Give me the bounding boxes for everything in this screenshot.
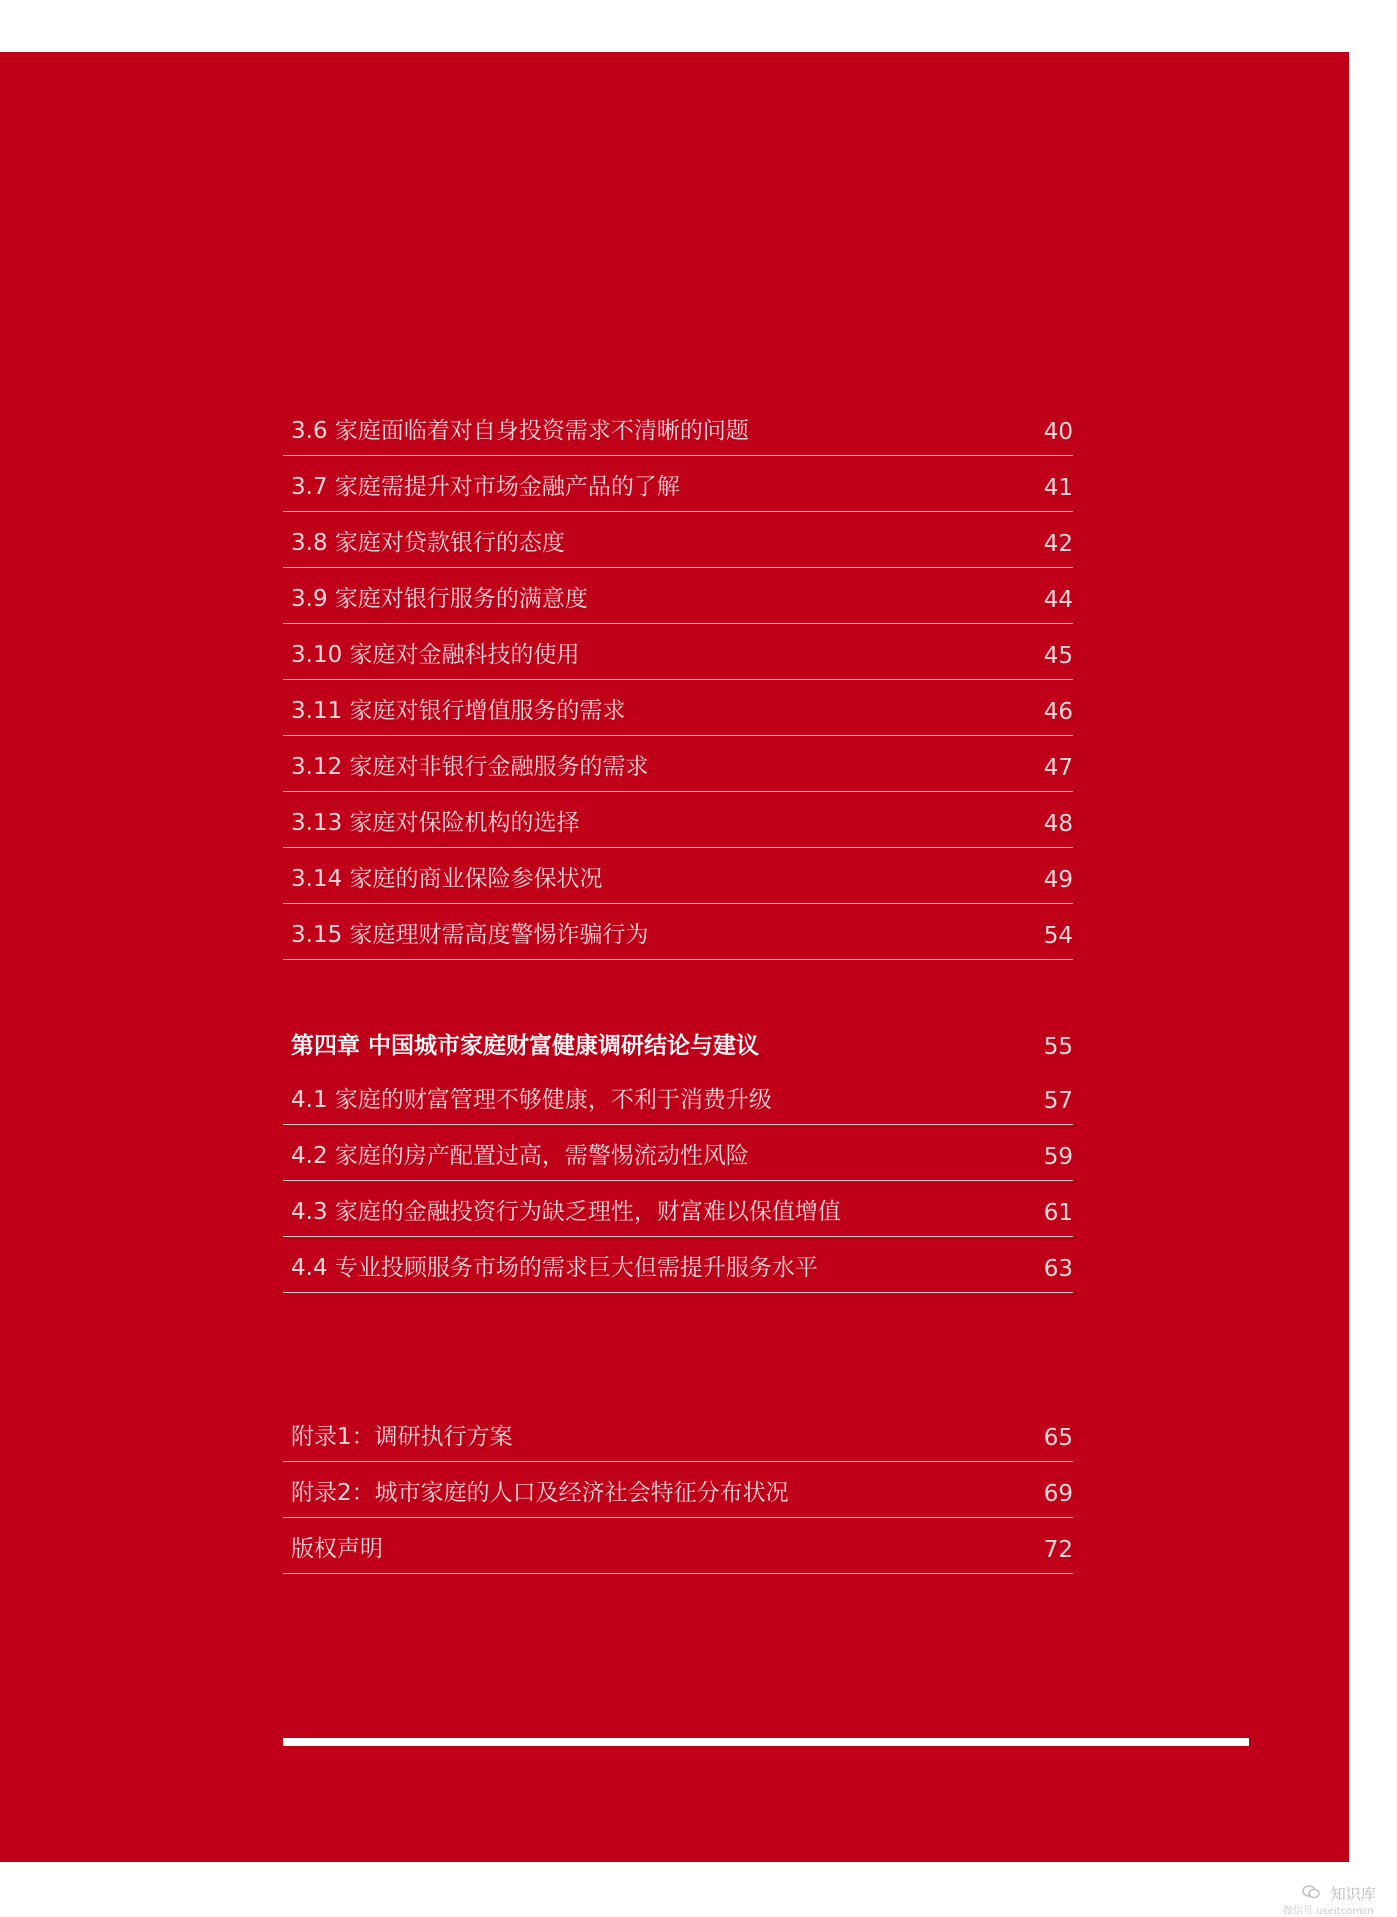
toc-item-page: 54 [1043, 923, 1073, 949]
wechat-icon [1302, 1885, 1325, 1903]
toc-item[interactable] [283, 568, 1073, 624]
toc-item-page: 55 [1043, 1034, 1073, 1060]
toc-item-page: 42 [1043, 531, 1073, 557]
toc-item[interactable] [283, 736, 1073, 792]
toc-item[interactable] [283, 792, 1073, 848]
toc-item-title: 3.11 家庭对银行增值服务的需求 [291, 698, 626, 724]
toc-item-page: 59 [1043, 1144, 1073, 1170]
toc-item-title: 4.4 专业投顾服务市场的需求巨大但需提升服务水平 [291, 1255, 818, 1281]
toc-item-page: 72 [1043, 1537, 1073, 1563]
toc-item[interactable] [283, 904, 1073, 960]
toc-appendix-item[interactable] [283, 1406, 1073, 1462]
watermark [1302, 1883, 1376, 1904]
toc-item-page: 46 [1043, 699, 1073, 725]
toc-item-title: 3.8 家庭对贷款银行的态度 [291, 530, 565, 556]
toc-item-title: 3.9 家庭对银行服务的满意度 [291, 586, 588, 612]
toc-item-page: 47 [1043, 755, 1073, 781]
toc-item[interactable] [283, 512, 1073, 568]
toc-item-title: 版权声明 [291, 1536, 383, 1562]
toc-item-page: 49 [1043, 867, 1073, 893]
toc-item-title: 4.2 家庭的房产配置过高，需警惕流动性风险 [291, 1143, 749, 1169]
toc-item-page: 44 [1043, 587, 1073, 613]
toc-item-title: 3.13 家庭对保险机构的选择 [291, 810, 580, 836]
toc-item-page: 48 [1043, 811, 1073, 837]
toc-item[interactable] [283, 1181, 1073, 1237]
toc-item-title: 3.10 家庭对金融科技的使用 [291, 642, 580, 668]
toc-item-title: 3.7 家庭需提升对市场金融产品的了解 [291, 474, 680, 500]
toc-item-title: 3.14 家庭的商业保险参保状况 [291, 866, 603, 892]
footer-rule [283, 1738, 1249, 1746]
toc-item[interactable] [283, 848, 1073, 904]
toc-item-page: 63 [1043, 1256, 1073, 1282]
toc-item-title: 附录2：城市家庭的人口及经济社会特征分布状况 [291, 1480, 789, 1506]
toc-item-page: 45 [1043, 643, 1073, 669]
toc-appendix-item[interactable] [283, 1462, 1073, 1518]
toc-item-title: 3.6 家庭面临着对自身投资需求不清晰的问题 [291, 418, 749, 444]
toc-item-page: 57 [1043, 1088, 1073, 1114]
toc-item[interactable] [283, 1125, 1073, 1181]
toc-appendix-item[interactable] [283, 1518, 1073, 1574]
toc-item-title: 附录1：调研执行方案 [291, 1424, 513, 1450]
toc-item-title: 4.1 家庭的财富管理不够健康，不利于消费升级 [291, 1087, 772, 1113]
toc-item-page: 61 [1043, 1200, 1073, 1226]
toc-item[interactable] [283, 680, 1073, 736]
toc-item-page: 40 [1043, 419, 1073, 445]
toc-item[interactable] [283, 456, 1073, 512]
toc-item[interactable] [283, 624, 1073, 680]
toc-item[interactable] [283, 1237, 1073, 1293]
watermark-subtext: 微信号 useitcomcn [1283, 1906, 1374, 1917]
toc-item-page: 41 [1043, 475, 1073, 501]
toc-chapter-title: 第四章 中国城市家庭财富健康调研结论与建议 [291, 1033, 760, 1059]
toc-item-title: 4.3 家庭的金融投资行为缺乏理性，财富难以保值增值 [291, 1199, 841, 1225]
toc-item[interactable] [283, 400, 1073, 456]
watermark-text: 知识库 [1330, 1885, 1376, 1903]
toc-chapter-heading[interactable] [283, 1014, 1073, 1070]
toc-item-page: 65 [1043, 1425, 1073, 1451]
toc-item-title: 3.12 家庭对非银行金融服务的需求 [291, 754, 649, 780]
toc-item-title: 3.15 家庭理财需高度警惕诈骗行为 [291, 922, 649, 948]
toc-item[interactable] [283, 1069, 1073, 1125]
toc-item-page: 69 [1043, 1481, 1073, 1507]
